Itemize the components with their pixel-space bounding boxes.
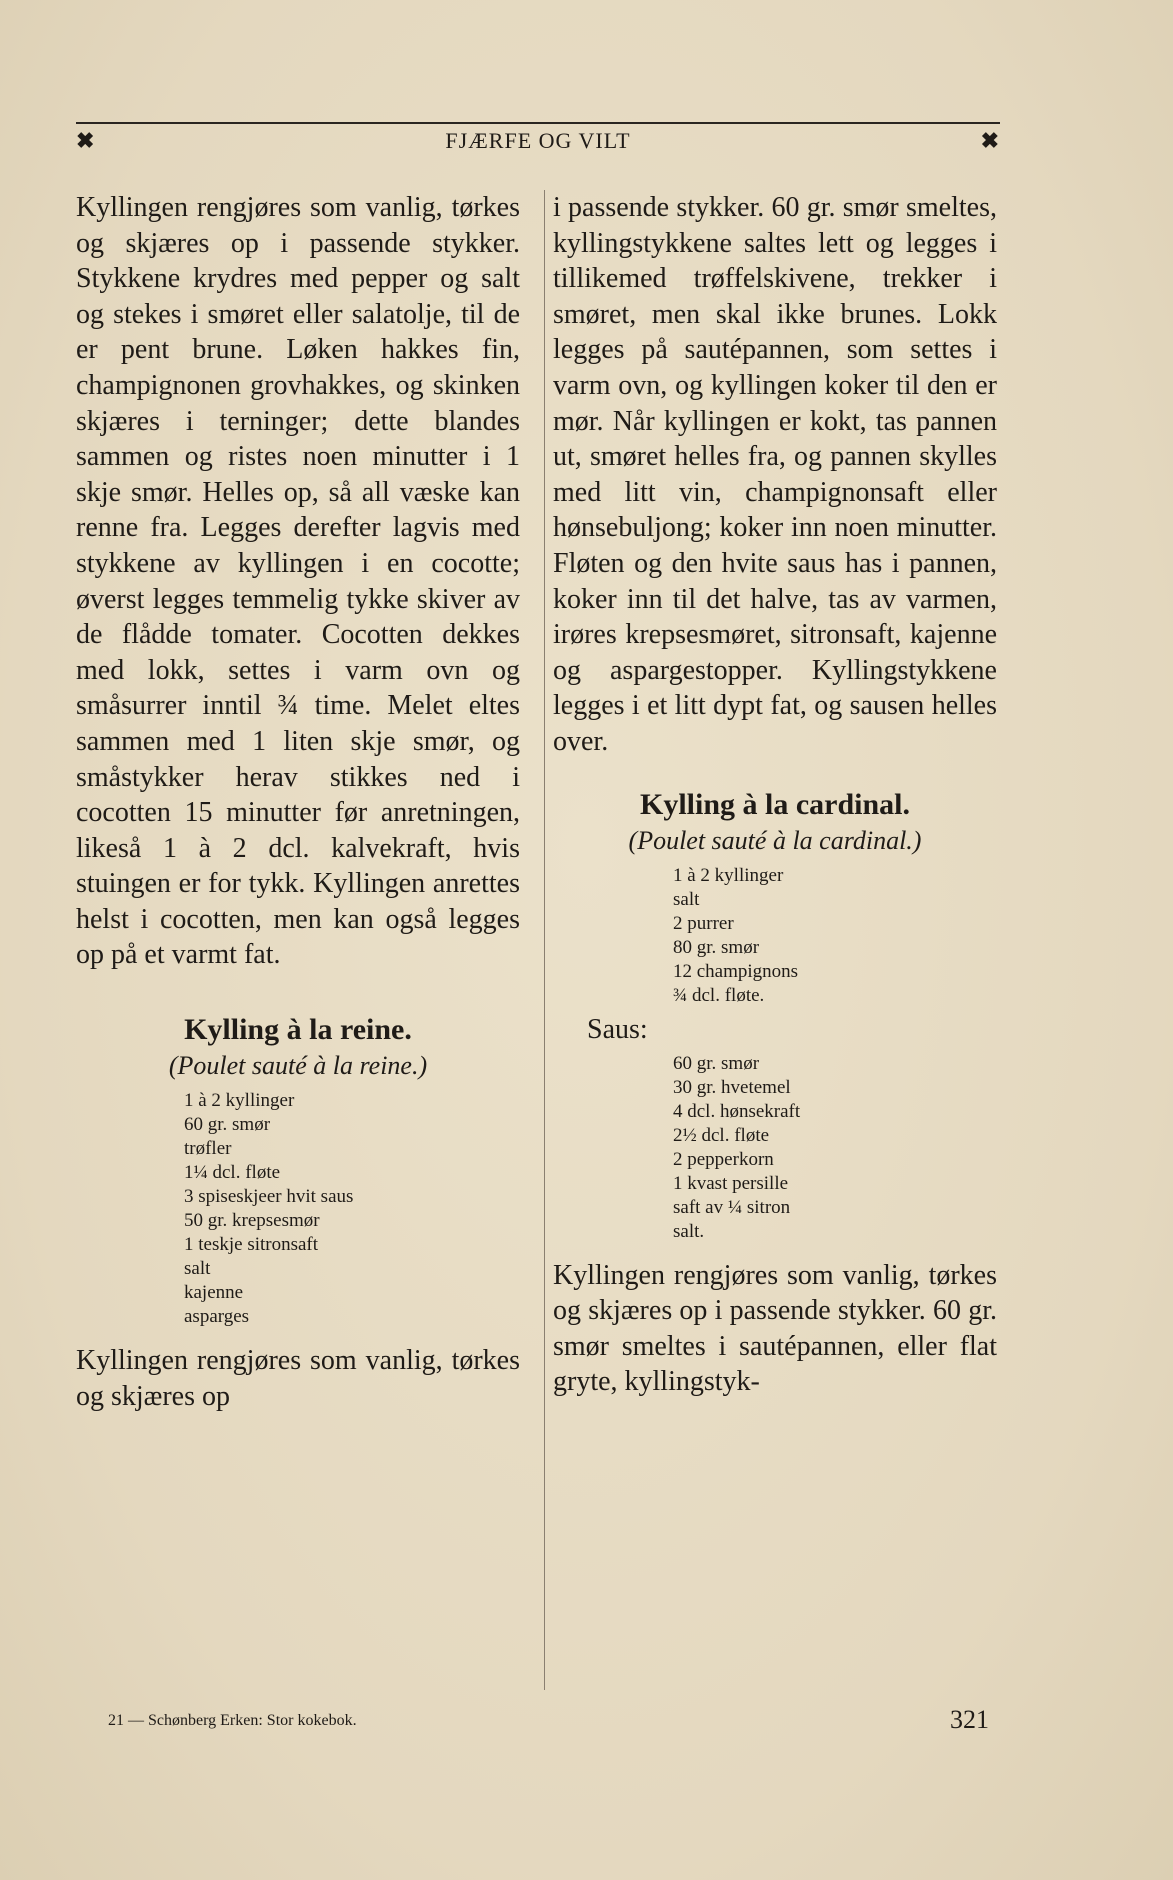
recipe-title-cardinal: Kylling à la cardinal.: [639, 787, 911, 821]
ingredient-item: 60 gr. smør: [184, 1114, 271, 1136]
ingredient-list-reine: [184, 1089, 520, 1329]
page-number: 321: [950, 1705, 989, 1734]
ingredient-item: kajenne: [184, 1282, 244, 1304]
ingredient-item: 3 spiseskjeer hvit saus: [184, 1186, 354, 1208]
left-paragraph-2: Kyllingen rengjøres som vanlig, tørkes og skjæres op: [76, 1345, 520, 1412]
header-left-ornament: ✖: [76, 128, 96, 153]
recipe-subtitle-cardinal: (Poulet sauté à la cardinal.): [628, 825, 922, 855]
recipe-subtitle-reine: (Poulet sauté à la reine.): [168, 1051, 428, 1081]
ingredient-item: salt: [673, 888, 700, 910]
column-divider: [544, 190, 545, 1690]
ingredient-item: 2 pepperkorn: [673, 1148, 774, 1170]
ingredient-item: 30 gr. hvetemel: [673, 1076, 791, 1098]
ingredient-item: salt.: [673, 1220, 705, 1242]
ingredient-item: 1 kvast persille: [673, 1172, 789, 1194]
recipe-title-reine: Kylling à la reine.: [184, 1013, 412, 1047]
left-column: [76, 190, 520, 1414]
running-header: [76, 122, 1000, 158]
ingredient-list-cardinal: [673, 864, 997, 1008]
ingredient-item: 1¼ dcl. fløte: [184, 1162, 281, 1184]
right-paragraph-2: Kyllingen rengjøres som vanlig, tørkes og skjæres op i passende stykker. 60 gr. smør smeltes i sautépannen, eller flat gryte, kyllingstyk-: [553, 1259, 997, 1398]
right-paragraph-1: i passende stykker. 60 gr. smør smeltes, kyllingstykkene saltes lett og legges i tillikemed trøffelskivene, trekker i smøret, men skal ikke brunes. Lokk legges på sautépannen, som settes i varm ovn, og kyllingen koker til den er mør. Når kyllingen er kokt, tas pannen ut, smøret helles fra, og pannen skylles med litt vin, champignonsaft eller hønsebuljong; koker inn noen minutter. Fløten og den hvite saus has i pannen, koker inn til det halve, tas av varmen, irøres krepsesmøret, sitronsaft, kajenne og aspargestopper. Kyllingstykkene legges i et litt dypt fat, og sausen helles over.: [553, 192, 997, 757]
ingredient-item: asparges: [184, 1306, 250, 1328]
ingredient-item: trøfler: [184, 1138, 232, 1160]
header-title: FJÆRFE OG VILT: [445, 128, 631, 153]
right-column: [553, 190, 997, 1400]
left-paragraph-1: Kyllingen rengjøres som vanlig, tørkes og skjæres op i passende stykker. Stykkene krydres med pepper og salt og stekes i smøret eller salatolje, til de er pent brune. Løken hakkes fin, champignonen grovhakkes, og skinken skjæres i terninger; dette blandes sammen og ristes noen minutter i 1 skje smør. Helles op, så all væske kan renne fra. Legges derefter lagvis med stykkene av kyllingen i en cocotte; øverst legges temmelig tykke skiver av de flådde tomater. Cocotten dekkes med lokk, settes i varm ovn og småsurrer inntil ¾ time. Melet eltes sammen med 1 liten skje smør, og småstykker herav stikkes ned i cocotten 15 minutter før anretningen, likeså 1 à 2 dcl. kalvekraft, hvis stuingen er for tykk. Kyllingen anrettes helst i cocotten, men kan også legges op på et varmt fat.: [76, 192, 520, 971]
ingredient-item: 4 dcl. hønsekraft: [673, 1100, 801, 1122]
ingredient-item: ¾ dcl. fløte.: [673, 984, 765, 1006]
ingredient-item: salt: [184, 1258, 211, 1280]
ingredient-item: 2 purrer: [673, 912, 734, 934]
ingredient-item: 1 à 2 kyllinger: [184, 1090, 295, 1112]
ingredient-item: 1 teskje sitronsaft: [184, 1234, 319, 1256]
ingredient-item: 1 à 2 kyllinger: [673, 864, 784, 886]
saus-label: Saus:: [587, 1013, 648, 1045]
ingredient-item: 60 gr. smør: [673, 1052, 760, 1074]
ingredient-item: saft av ¼ sitron: [673, 1196, 791, 1218]
printer-signature: 21 — Schønberg Erken: Stor kokebok.: [108, 1712, 357, 1729]
ingredient-item: 12 champignons: [673, 960, 799, 982]
ingredient-item: 50 gr. krepsesmør: [184, 1210, 320, 1232]
ingredient-item: 2½ dcl. fløte: [673, 1124, 770, 1146]
header-right-ornament: ✖: [980, 128, 1000, 153]
saus-ingredient-list: [673, 1052, 997, 1244]
ingredient-item: 80 gr. smør: [673, 936, 760, 958]
